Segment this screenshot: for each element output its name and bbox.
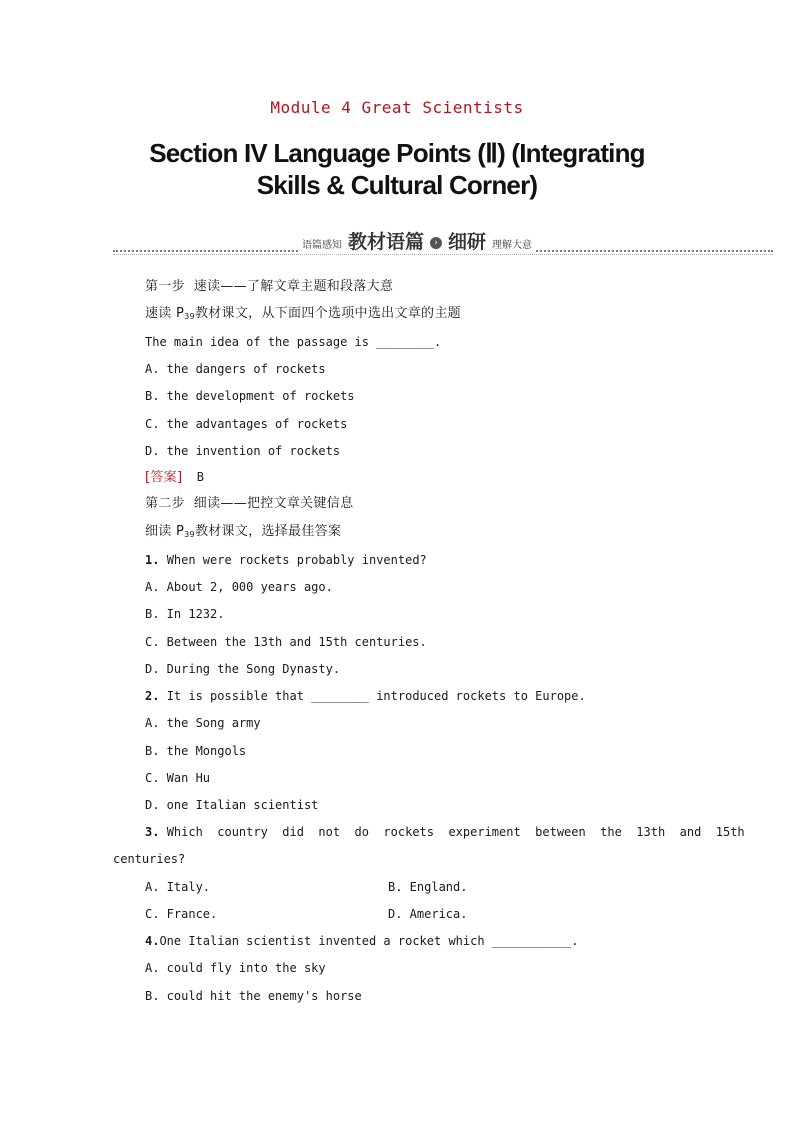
q3-option-b: B. England. bbox=[388, 880, 468, 894]
step2-instruction-post: 教材课文，选择最佳答案 bbox=[194, 524, 342, 539]
step2-instruction-pre: 细读 P bbox=[145, 524, 185, 539]
step1-question: The main idea of the passage is ________. bbox=[145, 335, 442, 349]
q1-option-c: C. Between the 13th and 15th centuries. bbox=[145, 635, 427, 649]
step1-instruction bbox=[145, 306, 461, 325]
question-1 bbox=[145, 552, 427, 568]
question-number: 1. bbox=[145, 553, 160, 567]
step1-option-c: C. the advantages of rockets bbox=[145, 417, 348, 431]
section-banner bbox=[0, 228, 794, 254]
step1-option-d: D. the invention of rockets bbox=[145, 444, 341, 458]
q2-option-a: A. the Song army bbox=[145, 716, 261, 730]
q2-option-d: D. one Italian scientist bbox=[145, 798, 319, 812]
question-number: 4. bbox=[145, 934, 160, 948]
banner-left-label: 语篇感知 bbox=[302, 240, 342, 251]
question-3 bbox=[145, 824, 745, 840]
question-2 bbox=[145, 688, 586, 704]
question-4 bbox=[145, 933, 578, 949]
section-title-line1: Section IV Language Points (Ⅱ) (Integrating bbox=[149, 138, 645, 168]
question-text: One Italian scientist invented a rocket which ___________. bbox=[159, 934, 579, 948]
step2-instruction bbox=[145, 524, 341, 543]
q4-option-b: B. could hit the enemy's horse bbox=[145, 989, 362, 1003]
q1-option-b: B. In 1232. bbox=[145, 607, 225, 621]
step2-heading: 第二步 细读——把控文章关键信息 bbox=[145, 496, 354, 511]
q1-option-d: D. During the Song Dynasty. bbox=[145, 662, 341, 676]
q2-option-b: B. the Mongols bbox=[145, 744, 247, 758]
step1-option-a: A. the dangers of rockets bbox=[145, 362, 326, 376]
banner-label-group bbox=[298, 228, 536, 254]
step2-page-number: 39 bbox=[184, 530, 195, 539]
question-text: When were rockets probably invented? bbox=[166, 553, 427, 567]
banner-divider-secondary bbox=[113, 254, 773, 255]
step1-page-number: 39 bbox=[184, 312, 195, 321]
step1-instruction-pre: 速读 P bbox=[145, 306, 185, 321]
question-text: It is possible that ________ introduced rockets to Europe. bbox=[166, 689, 586, 703]
question-number: 3. bbox=[145, 825, 160, 839]
banner-main-label-right: 细研 bbox=[448, 231, 487, 253]
section-title-line2: Skills & Cultural Corner) bbox=[256, 170, 538, 200]
answer-value: B bbox=[196, 470, 205, 484]
step1-instruction-post: 教材课文，从下面四个选项中选出文章的主题 bbox=[194, 306, 461, 321]
q3-option-d: D. America. bbox=[388, 907, 468, 921]
step1-option-b: B. the development of rockets bbox=[145, 389, 355, 403]
question-number: 2. bbox=[145, 689, 160, 703]
step1-answer bbox=[145, 469, 204, 486]
q3-option-c: C. France. bbox=[145, 907, 218, 921]
step1-heading: 第一步 速读——了解文章主题和段落大意 bbox=[145, 279, 394, 294]
answer-tag: [答案] bbox=[145, 470, 183, 485]
chevron-right-icon: › bbox=[430, 237, 442, 249]
q1-option-a: A. About 2, 000 years ago. bbox=[145, 580, 333, 594]
q2-option-c: C. Wan Hu bbox=[145, 771, 211, 785]
banner-main-label-left: 教材语篇 bbox=[348, 231, 425, 253]
module-title: Module 4 Great Scientists bbox=[270, 98, 524, 117]
question-3-continuation: centuries? bbox=[113, 852, 186, 866]
question-text: Which country did not do rockets experiment between the 13th and 15th bbox=[166, 825, 745, 839]
q3-option-a: A. Italy. bbox=[145, 880, 211, 894]
banner-right-label: 理解大意 bbox=[492, 240, 533, 251]
q4-option-a: A. could fly into the sky bbox=[145, 961, 326, 975]
